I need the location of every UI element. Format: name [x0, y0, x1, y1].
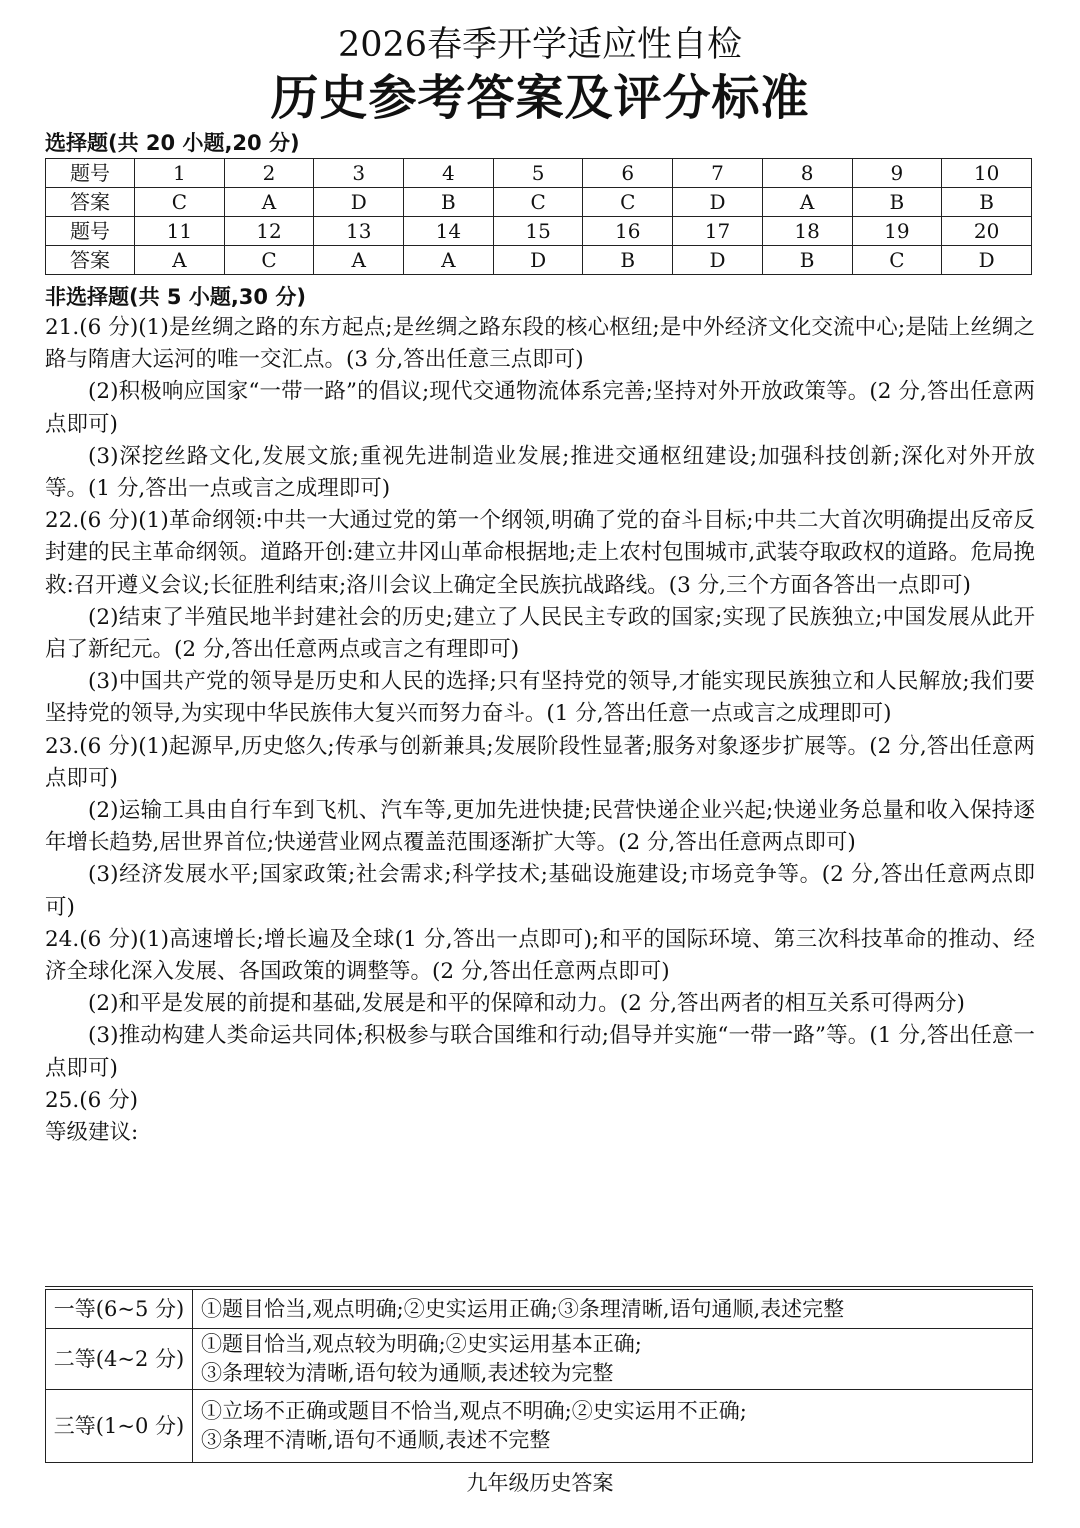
- answer-cell: A: [224, 188, 314, 217]
- nonchoice-answers: [45, 312, 1035, 1149]
- answer-cell: A: [762, 188, 852, 217]
- answer-paragraph: (3)经济发展水平;国家政策;社会需求;科学技术;基础设施建设;市场竞争等。(2 分,答出任意两点即可): [45, 862, 1035, 920]
- answer-paragraph: (2)积极响应国家“一带一路”的倡议;现代交通物流体系完善;坚持对外开放政策等。(2 分,答出任意两点即可): [45, 379, 1035, 437]
- question-number-cell: 1: [135, 159, 225, 188]
- choice-answer-table: [45, 158, 1032, 275]
- grade-criteria-line: ①题目恰当,观点较为明确;②史实运用基本正确;: [201, 1332, 642, 1356]
- grade-criteria-line: ①立场不正确或题目不恰当,观点不明确;②史实运用不正确;: [201, 1399, 747, 1423]
- grade-level: 二等(4~2 分): [46, 1329, 193, 1390]
- answer-cell: B: [942, 188, 1032, 217]
- question-number-cell: 15: [493, 217, 583, 246]
- answer-cell: D: [673, 188, 763, 217]
- question-number-cell: 3: [314, 159, 404, 188]
- question-number-cell: 2: [224, 159, 314, 188]
- grade-row: [46, 1390, 1033, 1463]
- grade-table-top-rule: [45, 1286, 1033, 1287]
- question-number-cell: 12: [224, 217, 314, 246]
- question-number-cell: 13: [314, 217, 404, 246]
- choice-section-heading: 选择题(共 20 小题,20 分): [45, 131, 300, 155]
- answer-cell: A: [135, 246, 225, 275]
- question-number-cell: 17: [673, 217, 763, 246]
- answer-paragraph: (2)运输工具由自行车到飞机、汽车等,更加先进快捷;民营快递企业兴起;快递业务总量和收入保持逐年增长趋势,居世界首位;快递营业网点覆盖范围逐渐扩大等。(2 分,答出任意两点即可): [45, 798, 1035, 856]
- grade-criteria-line: ③条理较为清晰,语句较为通顺,表述较为完整: [201, 1361, 614, 1385]
- answer-cell: B: [852, 188, 942, 217]
- question-number-cell: 7: [673, 159, 763, 188]
- answer-paragraph: (3)中国共产党的领导是历史和人民的选择;只有坚持党的领导,才能实现民族独立和人民解放;我们要坚持党的领导,为实现中华民族伟大复兴而努力奋斗。(1 分,答出任意一点或言之成理即可): [45, 669, 1035, 727]
- question-number-cell: 4: [404, 159, 494, 188]
- answer-paragraph: (3)深挖丝路文化,发展文旅;重视先进制造业发展;推进交通枢纽建设;加强科技创新;深化对外开放等。(1 分,答出一点或言之成理即可): [45, 443, 1035, 502]
- question-number-cell: 14: [404, 217, 494, 246]
- answer-paragraph: 22.(6 分)(1)革命纲领:中共一大通过党的第一个纲领,明确了党的奋斗目标;中共二大首次明确提出反帝反封建的民主革命纲领。道路开创:建立井冈山革命根据地;走上农村包围城市,武装夺取政权的道路。危局挽救:召开遵义会议;长征胜利结束;洛川会议上确定全民族抗战路线。(3 分,三个方面各答出一点即可): [45, 508, 1035, 598]
- answer-cell: D: [493, 246, 583, 275]
- answer-paragraph: 23.(6 分)(1)起源早,历史悠久;传承与创新兼具;发展阶段性显著;服务对象逐步扩展等。(2 分,答出任意两点即可): [45, 733, 1035, 791]
- answer-paragraph: (2)结束了半殖民地半封建社会的历史;建立了人民民主专政的国家;实现了民族独立;中国发展从此开启了新纪元。(2 分,答出任意两点或言之有理即可): [45, 604, 1035, 663]
- answer-cell: C: [224, 246, 314, 275]
- answer-cell: C: [493, 188, 583, 217]
- question-number-cell: 5: [493, 159, 583, 188]
- answer-label: 答案: [46, 188, 135, 217]
- answer-cell: D: [942, 246, 1032, 275]
- answer-cell: D: [314, 188, 404, 217]
- grade-row: [46, 1290, 1033, 1329]
- answer-cell: D: [673, 246, 763, 275]
- question-number-row: [46, 159, 1032, 188]
- answer-paragraph: (3)推动构建人类命运共同体;积极参与联合国维和行动;倡导并实施“一带一路”等。(1 分,答出任意一点即可): [45, 1023, 1035, 1081]
- exam-title: 2026春季开学适应性自检: [337, 25, 743, 65]
- question-number-cell: 20: [942, 217, 1032, 246]
- answer-cell: B: [583, 246, 673, 275]
- page-footer: 九年级历史答案: [466, 1471, 614, 1495]
- answer-cell: A: [404, 246, 494, 275]
- question-number-row: [46, 217, 1032, 246]
- question-number-cell: 9: [852, 159, 942, 188]
- question-number-cell: 16: [583, 217, 673, 246]
- question-number-cell: 11: [135, 217, 225, 246]
- answer-paragraph: 24.(6 分)(1)高速增长;增长遍及全球(1 分,答出一点即可);和平的国际环境、第三次科技革命的推动、经济全球化深入发展、各国政策的调整等。(2 分,答出任意两点即可): [45, 926, 1035, 985]
- grade-suggestion-table: [45, 1289, 1033, 1463]
- question-number-cell: 8: [762, 159, 852, 188]
- question-number-cell: 18: [762, 217, 852, 246]
- question-number-label: 题号: [46, 159, 135, 188]
- answer-cell: B: [762, 246, 852, 275]
- document-title: 历史参考答案及评分标准: [270, 70, 810, 126]
- question-number-cell: 6: [583, 159, 673, 188]
- question-number-cell: 19: [852, 217, 942, 246]
- grade-criteria-line: ①题目恰当,观点明确;②史实运用正确;③条理清晰,语句通顺,表述完整: [201, 1296, 845, 1321]
- nonchoice-section-heading: 非选择题(共 5 小题,30 分): [45, 285, 306, 309]
- question-number-cell: 10: [942, 159, 1032, 188]
- answer-label: 答案: [46, 246, 135, 275]
- answer-cell: B: [404, 188, 494, 217]
- answer-cell: A: [314, 246, 404, 275]
- grade-level: 三等(1~0 分): [46, 1390, 193, 1463]
- answer-row: [46, 188, 1032, 217]
- grade-criteria: [193, 1390, 1033, 1463]
- answer-row: [46, 246, 1032, 275]
- answer-paragraph: 25.(6 分): [45, 1087, 138, 1113]
- grade-criteria: [193, 1329, 1033, 1390]
- grade-row: [46, 1329, 1033, 1390]
- question-number-label: 题号: [46, 217, 135, 246]
- grade-level: 一等(6~5 分): [46, 1290, 193, 1329]
- answer-paragraph: 21.(6 分)(1)是丝绸之路的东方起点;是丝绸之路东段的核心枢纽;是中外经济文化交流中心;是陆上丝绸之路与隋唐大运河的唯一交汇点。(3 分,答出任意三点即可): [45, 315, 1035, 373]
- answer-paragraph: 等级建议:: [45, 1120, 139, 1146]
- answer-cell: C: [135, 188, 225, 217]
- answer-cell: C: [583, 188, 673, 217]
- answer-paragraph: (2)和平是发展的前提和基础,发展是和平的保障和动力。(2 分,答出两者的相互关系可得两分): [88, 991, 965, 1017]
- grade-criteria-line: ③条理不清晰,语句不通顺,表述不完整: [201, 1428, 551, 1452]
- grade-criteria: [193, 1290, 1033, 1329]
- answer-cell: C: [852, 246, 942, 275]
